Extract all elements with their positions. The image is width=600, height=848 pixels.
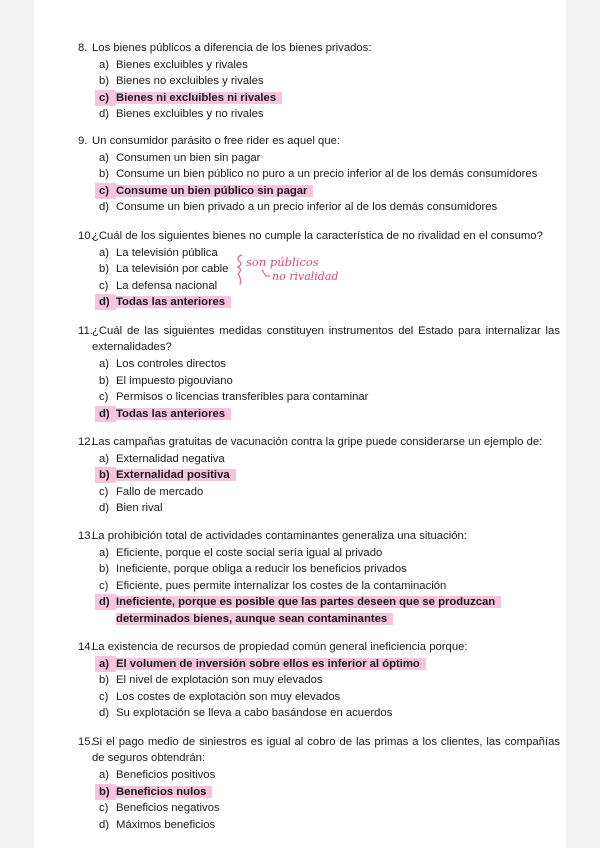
option-text: Externalidad negativa [116,452,225,465]
option-letter: d) [99,108,110,121]
question-header [78,734,560,766]
annotation-line-2: no rivalidad [272,270,339,283]
option-letter: b) [99,469,110,482]
option-letter: d) [99,502,110,515]
option-text: El impuesto pigouviano [116,374,233,387]
option-letter: b) [99,168,110,181]
option-letter: c) [99,690,109,703]
option-text: El nivel de explotación son muy elevados [116,674,323,687]
option-d [99,817,560,834]
question-12 [78,434,560,517]
question-11 [78,323,560,422]
option-b-correct [99,467,560,484]
option-text: Bien rival [116,502,163,515]
option-text: La televisión por cable [116,263,229,276]
option-text: Consumen un bien sin pagar [116,151,261,164]
option-a [99,150,560,167]
option-text: Bienes no excluibles y rivales [116,75,264,88]
question-text: Si el pago medio de siniestros es igual al cobro de las primas a los clientes, las compañías de seguros obtendrán: [92,736,560,765]
options [78,356,560,422]
option-letter: c) [99,184,110,197]
option-b [99,373,560,390]
option-letter: a) [99,151,110,164]
option-b [99,672,560,689]
option-letter: b) [99,785,110,798]
options [78,545,560,627]
option-letter: b) [99,75,110,88]
question-header [78,133,560,149]
question-text: La prohibición total de actividades contaminantes generaliza una situación: [92,530,467,542]
option-text: Su explotación se lleva a cabo basándose en acuerdos [116,707,393,720]
options [78,767,560,833]
question-number: 8. [78,42,88,54]
question-number: 10. [78,230,94,242]
option-text-highlighted: Todas las anteriores [116,296,231,308]
option-text: Beneficios positivos [116,768,216,781]
option-a [99,57,560,74]
option-text: Eficiente, porque el coste social sería igual al privado [116,546,383,559]
options [78,57,560,123]
question-number: 15. [78,736,94,748]
option-b [99,561,560,578]
options [78,451,560,517]
annotation-line-1: son públicos [246,255,319,269]
option-c [99,578,560,595]
question-number: 14. [78,641,94,653]
question-header [78,228,560,244]
question-text: Los bienes públicos a diferencia de los bienes privados: [92,42,372,54]
option-letter: a) [99,357,110,370]
option-letter: d) [99,596,110,609]
option-text: La defensa nacional [116,279,218,292]
option-letter: a) [99,58,110,71]
option-letter: b) [99,674,110,687]
option-a-correct [99,656,560,673]
question-8 [78,40,560,123]
question-text: Las campañas gratuitas de vacunación contra la gripe puede considerarse un ejemplo de: [92,436,543,448]
option-text: Fallo de mercado [116,485,204,498]
option-text: Consume un bien privado a un precio inferior al de los demás consumidores [116,201,498,214]
option-d-correct [99,294,560,311]
option-text: Los costes de explotación son muy elevados [116,690,341,703]
option-letter: c) [99,485,109,498]
option-text: Máximos beneficios [116,818,216,831]
option-text: Ineficiente, porque obliga a reducir los beneficios privados [116,563,407,576]
option-b [99,73,560,90]
option-text: Eficiente, pues permite internalizar los costes de la contaminación [116,579,447,592]
option-c [99,389,560,406]
option-text-highlighted: Beneficios nulos [116,786,212,798]
option-letter: a) [99,246,110,259]
option-text: Bienes excluibles y no rivales [116,108,264,121]
option-a [99,451,560,468]
option-letter: d) [99,407,110,420]
option-c-correct [99,90,560,107]
arrow-mark [262,270,270,276]
handwritten-annotation [234,252,354,288]
option-text-highlighted: Externalidad positiva [116,469,236,481]
question-15 [78,734,560,833]
option-letter: a) [99,452,110,465]
option-text: Los controles directos [116,357,226,370]
question-header [78,40,560,56]
option-letter: d) [99,201,110,214]
option-b [99,166,560,183]
option-a [99,767,560,784]
option-text: Beneficios negativos [116,802,220,815]
question-number: 13. [78,530,94,542]
question-number: 12. [78,436,94,448]
option-text: Permisos o licencias transferibles para contaminar [116,391,369,404]
option-d [99,199,560,216]
option-letter: a) [99,546,110,559]
option-letter: d) [99,707,110,720]
option-text-highlighted: Bienes ni excluibles ni rivales [116,92,282,104]
question-13 [78,528,560,627]
option-a [99,545,560,562]
option-letter: a) [99,768,110,781]
option-text-highlighted: Ineficiente, porque es posible que las partes deseen que se produzcan determinados bienes, aunque sean contaminantes [116,596,501,624]
question-14 [78,639,560,722]
options [78,656,560,722]
option-a [99,356,560,373]
question-9 [78,133,560,216]
option-letter: a) [99,657,110,670]
option-text: La televisión pública [116,246,218,259]
question-header [78,639,560,655]
option-letter: c) [99,391,109,404]
question-number: 11. [78,325,93,337]
option-letter: c) [99,279,109,292]
option-text-highlighted: Consume un bien público sin pagar [116,185,313,197]
option-letter: b) [99,374,110,387]
option-c-correct [99,183,560,200]
option-letter: c) [99,579,109,592]
option-letter: b) [99,563,110,576]
option-d [99,500,560,517]
option-b-correct [99,784,560,801]
brace-mark [238,255,242,285]
option-text-highlighted: Todas las anteriores [116,408,231,420]
option-d-correct [99,406,560,423]
option-letter: c) [99,91,110,104]
question-header [78,528,560,544]
question-number: 9. [78,135,88,147]
question-header [78,434,560,450]
option-c [99,800,560,817]
question-text: ¿Cuál de los siguientes bienes no cumple la característica de no rivalidad en el consumo? [92,230,543,242]
option-d [99,705,560,722]
option-d-correct [99,594,560,626]
option-letter: d) [99,818,110,831]
question-text: ¿Cuál de las siguientes medidas constituyen instrumentos del Estado para internalizar las externalidades? [92,325,560,354]
question-header [78,323,560,355]
option-c [99,484,560,501]
option-c [99,689,560,706]
option-letter: c) [99,802,109,815]
option-text: Consume un bien público no puro a un precio inferior al de los demás consumidores [116,168,538,181]
option-d [99,106,560,123]
options [78,150,560,216]
option-text-highlighted: El volumen de inversión sobre ellos es inferior al óptimo [116,658,426,670]
option-text: Bienes excluibles y rivales [116,58,248,71]
question-text: La existencia de recursos de propiedad común general ineficiencia porque: [92,641,468,653]
option-letter: b) [99,263,110,276]
option-letter: d) [99,296,110,309]
question-text: Un consumidor parásito o free rider es aquel que: [92,135,341,147]
